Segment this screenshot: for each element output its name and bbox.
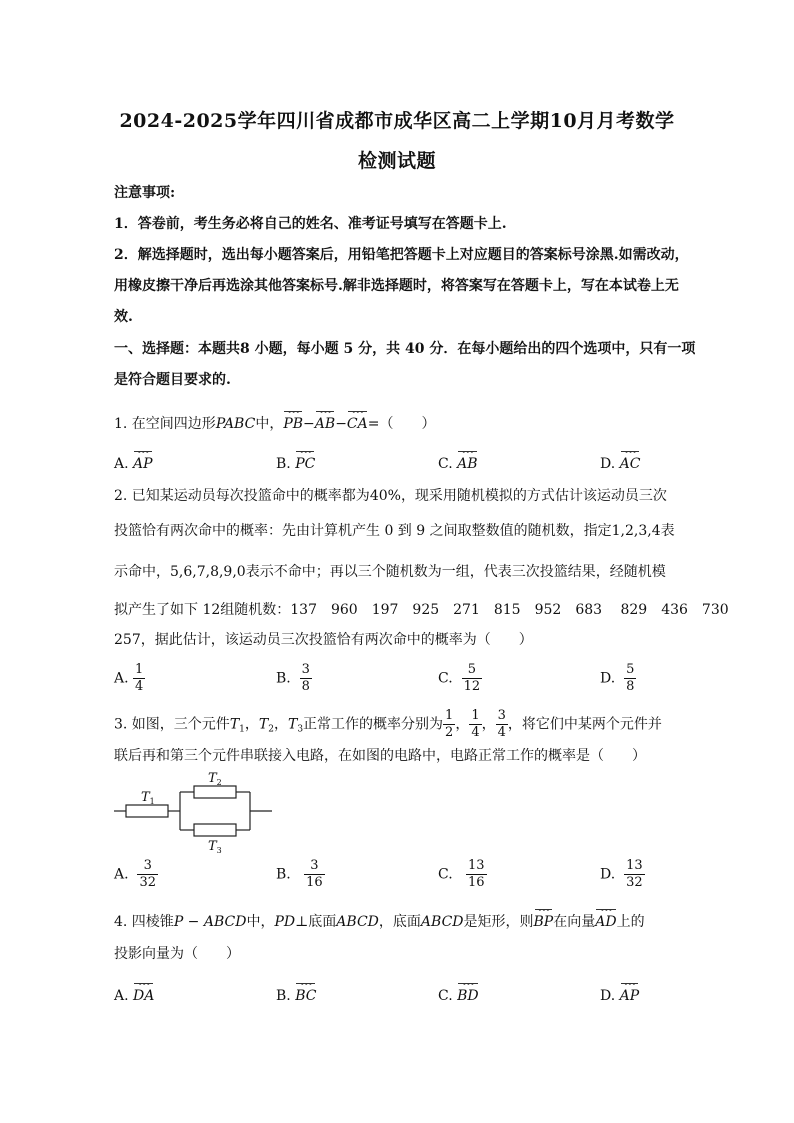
question-4-line-1: 4. 四棱锥P − ABCD中，PD⊥底面ABCD，底面ABCD是矩形，则BP ⌄⌄⌄在向量AD ⌄⌄⌄上的: [114, 906, 645, 932]
q2-option-c[interactable]: C. $\frac{5}{12}$: [438, 662, 481, 694]
question-2-line-3: 示命中，5,6,7,8,9,0表示不命中；再以三个随机数为一组，代表三次投篮结果，经随机模: [114, 564, 666, 580]
vector-ca: CA ⌄⌄⌄: [347, 408, 368, 434]
vector-pb: PB ⌄⌄⌄: [283, 408, 303, 434]
section-heading-line-1: 一、选择题：本题共8 小题，每小题 5 分，共 40 分．在每小题给出的四个选项中，只有一项: [114, 341, 696, 357]
question-4-line-2: 投影向量为（ ）: [114, 946, 240, 962]
q2-option-a[interactable]: A. $\frac{1}{4}$: [114, 662, 144, 694]
component-t3-resistor: [194, 824, 236, 836]
q4-option-a[interactable]: A. DA ⌄⌄⌄: [114, 980, 154, 1006]
q4-option-c[interactable]: C. BD ⌄⌄⌄: [438, 980, 479, 1006]
q1-option-b[interactable]: B. PC ⌄⌄⌄: [276, 448, 315, 474]
q1-option-c[interactable]: C. AB ⌄⌄⌄: [438, 448, 478, 474]
q2-option-b[interactable]: B. $\frac{3}{8}$: [276, 662, 310, 694]
question-1-stem: 1. 在空间四边形PABC中，PB ⌄⌄⌄−AB ⌄⌄⌄−CA ⌄⌄⌄=（ ）: [114, 408, 435, 434]
q3-option-c[interactable]: C. $\frac{13}{16}$: [438, 858, 485, 890]
exam-title-line-2: 检测试题: [357, 150, 436, 172]
question-2-line-5: 257，据此估计，该运动员三次投篮恰有两次命中的概率为（ ）: [114, 632, 533, 648]
quadrilateral-name: PABC: [215, 416, 256, 432]
notice-heading: 注意事项:: [114, 185, 176, 201]
label-t2: $T_2$: [208, 771, 222, 787]
q3-option-d[interactable]: D. $\frac{13}{32}$: [600, 858, 643, 890]
question-2-line-2: 投篮恰有两次命中的概率：先由计算机产生 0 到 9 之间取整数值的随机数，指定1,2,3,4表: [114, 523, 675, 539]
question-2-line-1: 2. 已知某运动员每次投篮命中的概率都为40%，现采用随机模拟的方式估计该运动员三次: [114, 488, 667, 504]
notice-item-1: 1．答卷前，考生务必将自己的姓名、准考证号填写在答题卡上.: [114, 216, 507, 232]
exam-title-line-1: 2024-2025学年四川省成都市成华区高二上学期10月月考数学: [119, 110, 675, 132]
component-t2-resistor: [194, 786, 236, 798]
q1-option-d[interactable]: D. AC ⌄⌄⌄: [600, 448, 640, 474]
notice-item-2-line-3: 效.: [114, 309, 133, 325]
question-3-line-1: 3. 如图，三个元件$T_1$，$T_2$，$T_3$正常工作的概率分别为 $\frac{1}{2}$ ， $\frac{1}{4}$ ， $\frac{3}{4}$ ，将它们中某两个元件并: [114, 708, 662, 740]
label-t3: $T_3$: [208, 839, 222, 854]
q3-option-a[interactable]: A. $\frac{3}{32}$: [114, 858, 157, 890]
question-2-line-4: 拟产生了如下 12组随机数：137 960 197 925 271 815 952 683 829 436 730: [114, 602, 729, 618]
question-3-line-2: 联后再和第三个元件串联接入电路，在如图的电路中，电路正常工作的概率是（ ）: [114, 748, 646, 764]
notice-item-2-line-2: 用橡皮擦干净后再选涂其他答案标号.解非选择题时，将答案写在答题卡上，写在本试卷上无: [114, 278, 679, 294]
vector-bp: BP ⌄⌄⌄: [534, 906, 554, 932]
q3-option-b[interactable]: B. $\frac{3}{16}$: [276, 858, 323, 890]
section-heading-line-2: 是符合题目要求的.: [114, 372, 231, 388]
vector-ab: AB ⌄⌄⌄: [315, 408, 335, 434]
q4-option-b[interactable]: B. BC ⌄⌄⌄: [276, 980, 316, 1006]
label-t1: $T_1$: [141, 790, 155, 806]
circuit-diagram: [114, 768, 274, 854]
component-t1-resistor: [126, 805, 168, 817]
notice-item-2-line-1: 2．解选择题时，选出每小题答案后，用铅笔把答题卡上对应题目的答案标号涂黑.如需改动，: [114, 247, 689, 263]
q1-option-a[interactable]: A. AP ⌄⌄⌄: [114, 448, 153, 474]
vector-ad: AD ⌄⌄⌄: [595, 906, 616, 932]
q4-option-d[interactable]: D. AP ⌄⌄⌄: [600, 980, 639, 1006]
q2-option-d[interactable]: D. $\frac{5}{8}$: [600, 662, 635, 694]
